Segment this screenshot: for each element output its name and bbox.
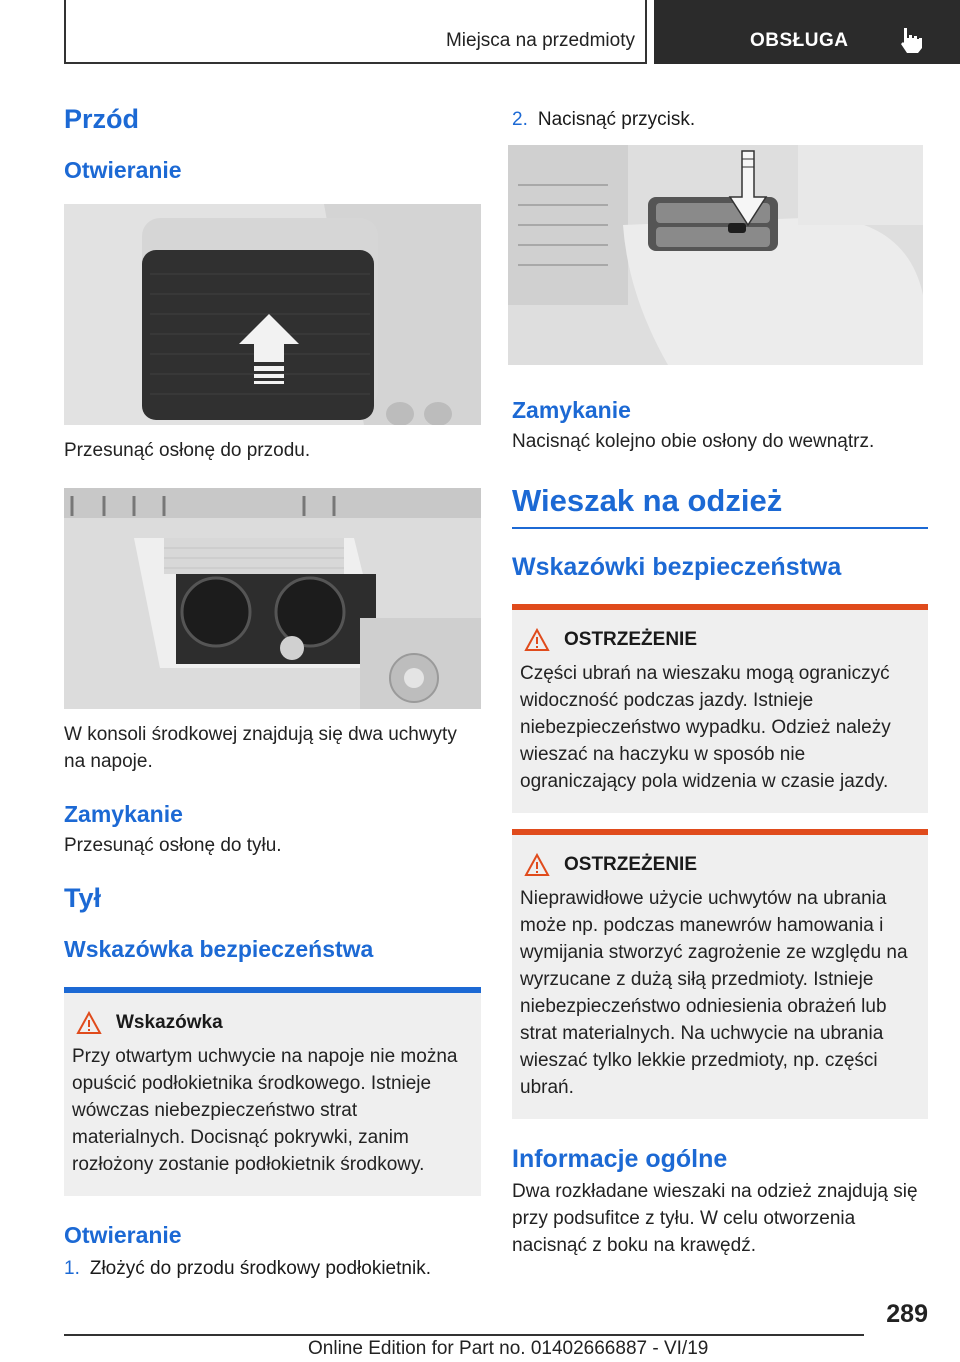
right-column bbox=[512, 96, 928, 1259]
left-column bbox=[64, 96, 481, 1282]
warning-1-title: OSTRZEŻENIE bbox=[564, 629, 698, 650]
warning-triangle-icon bbox=[524, 628, 550, 652]
general-info-heading: Informacje ogólne bbox=[512, 1145, 728, 1173]
caption-slide-cover: Przesunąć osłonę do przodu. bbox=[64, 440, 311, 461]
step-1 bbox=[64, 1255, 481, 1282]
step-2-number: 2. bbox=[512, 109, 528, 130]
warning-1-title-row bbox=[524, 628, 920, 652]
note-title-row bbox=[76, 1011, 473, 1035]
coat-hook-heading: Wieszak na odzież bbox=[512, 483, 783, 518]
safety-note-box bbox=[64, 987, 481, 1196]
note-text: Przy otwartym uchwycie na napoje nie można opuścić podłokietnika środkowego. Istnieje wówczas niebezpieczeństwo strat materialnych. Docisnąć pokrywki, zanim rozłożony zostanie podłokietnik środkowy. bbox=[72, 1046, 458, 1175]
heading-rule bbox=[512, 527, 928, 529]
page-header bbox=[0, 0, 960, 66]
warning-1-text: Części ubrań na wieszaku mogą ograniczyć widoczność podczas jazdy. Istnieje niebezpieczeństwo wypadku. Odzież należy wieszać na haczyku w sposób nie ograniczający pola widzenia w czasie jazdy. bbox=[520, 663, 891, 792]
opening-heading: Otwieranie bbox=[64, 157, 182, 183]
step-1-number: 1. bbox=[64, 1258, 80, 1279]
closing-text: Przesunąć osłonę do tyłu. bbox=[64, 835, 282, 856]
warning-2-title: OSTRZEŻENIE bbox=[564, 854, 698, 875]
step-2 bbox=[512, 106, 928, 133]
header-chapter-box bbox=[654, 0, 960, 64]
warning-2-title-row bbox=[524, 853, 920, 877]
rear-heading: Tył bbox=[64, 883, 102, 913]
armrest-button-photo bbox=[508, 145, 923, 365]
note-title: Wskazówka bbox=[116, 1012, 223, 1033]
header-section-title: Miejsca na przedmioty bbox=[445, 30, 635, 51]
hand-pointer-icon bbox=[898, 26, 924, 54]
page-number: 289 bbox=[886, 1300, 928, 1328]
warning-box-2 bbox=[512, 829, 928, 1119]
step-2-text: Nacisnąć przycisk. bbox=[537, 109, 696, 130]
cupholders-illustration bbox=[64, 488, 481, 709]
warning-box-1 bbox=[512, 604, 928, 813]
safety-heading-left: Wskazówka bezpieczeństwa bbox=[64, 936, 374, 962]
header-section-box bbox=[64, 0, 647, 64]
footer-rule bbox=[64, 1334, 864, 1336]
closing-text-right: Nacisnąć kolejno obie osłony do wewnątrz. bbox=[512, 431, 875, 452]
cupholders-photo bbox=[64, 488, 481, 709]
general-info-text: Dwa rozkładane wieszaki na odzież znajdują się przy podsufitce z tyłu. W celu otworzenia nacisnąć z boku na krawędź. bbox=[512, 1181, 918, 1256]
caption-cupholders: W konsoli środkowej znajdują się dwa uchwyty na napoje. bbox=[64, 724, 457, 772]
front-heading: Przód bbox=[64, 104, 140, 134]
step-1-text: Złożyć do przodu środkowy podłokietnik. bbox=[89, 1258, 431, 1279]
edition-text: Online Edition for Part no. 01402666887 - VI/19 bbox=[308, 1338, 709, 1359]
warning-triangle-icon bbox=[524, 853, 550, 877]
cover-slide-illustration bbox=[64, 204, 481, 425]
opening-heading-rear: Otwieranie bbox=[64, 1222, 182, 1248]
warning-2-text: Nieprawidłowe użycie uchwytów na ubrania może np. podczas manewrów hamowania i wymijania stworzyć zagrożenie ze względu na wyrzucane z dużą siłą przedmioty. Istnieje niebezpieczeństwo odniesienia obrażeń lub strat materialnych. Na uchwycie na ubrania wieszać tylko lekkie przedmioty, np. części ubrań. bbox=[520, 888, 908, 1098]
warning-triangle-icon bbox=[76, 1011, 102, 1035]
safety-heading-right: Wskazówki bezpieczeństwa bbox=[512, 553, 842, 581]
armrest-button-illustration bbox=[508, 145, 923, 365]
closing-heading: Zamykanie bbox=[64, 801, 183, 827]
cover-slide-photo bbox=[64, 204, 481, 425]
closing-heading-right: Zamykanie bbox=[512, 397, 631, 423]
header-chapter-title: OBSŁUGA bbox=[750, 30, 849, 51]
